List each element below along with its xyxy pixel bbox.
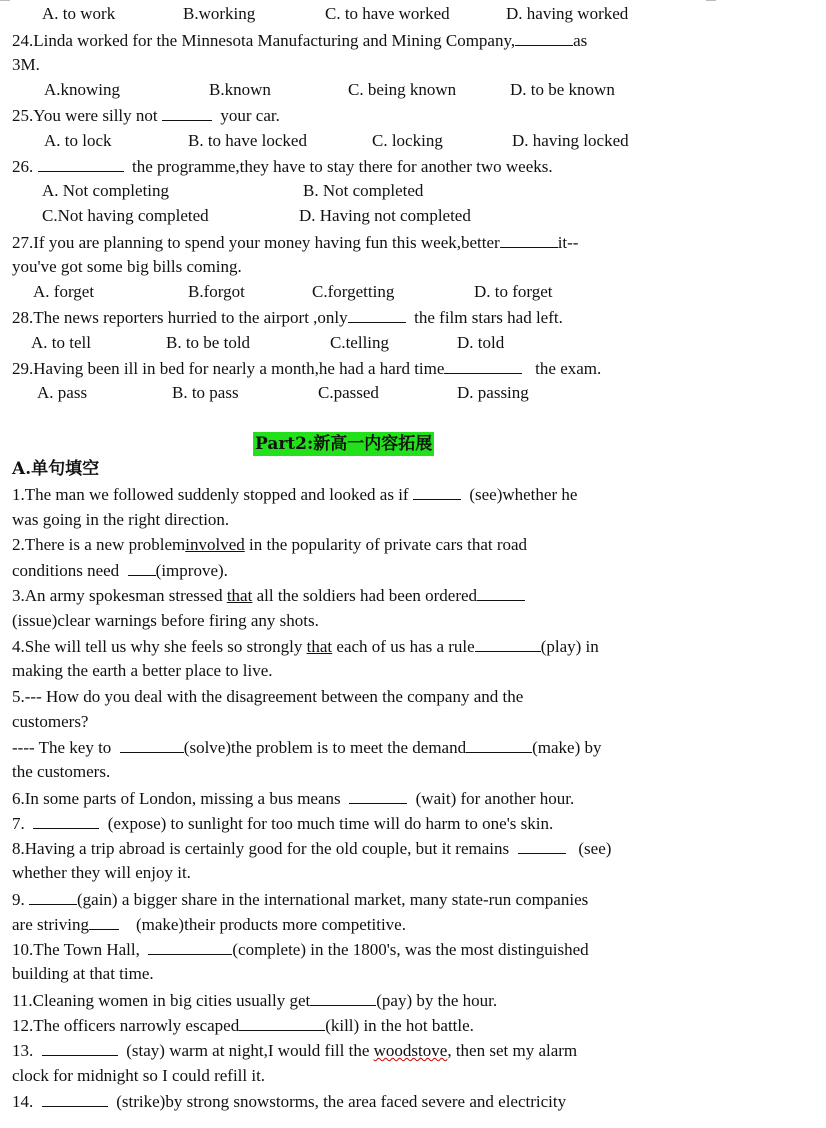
fill-9-blank-1[interactable] xyxy=(29,889,77,905)
fill-3-blank[interactable] xyxy=(477,585,525,601)
fill-10-hint: (complete) in the 1800's, was the most distinguished xyxy=(232,940,589,959)
q27-stem-cont: you've got some big bills coming. xyxy=(12,257,242,276)
fill-12-line1 xyxy=(12,1015,474,1036)
q27-stem xyxy=(12,232,578,253)
fill-1-blank[interactable] xyxy=(413,484,461,500)
fill-2-line1 xyxy=(12,535,527,555)
q28-option-a: A. to tell xyxy=(31,333,91,352)
q28-stem xyxy=(12,307,563,328)
fill-12-text: 12.The officers narrowly escaped xyxy=(12,1016,240,1035)
q23-option-c: C. to have worked xyxy=(325,4,450,23)
q24-stem-cont: 3M. xyxy=(12,55,40,74)
q29-stem xyxy=(12,358,601,379)
fill-4-line2: making the earth a better place to live. xyxy=(12,661,273,680)
fill-9-text: are striving xyxy=(12,915,89,934)
q29-option-a: A. pass xyxy=(37,383,88,402)
fill-13-spellcheck-word: woodstove xyxy=(373,1041,448,1060)
fill-12-blank[interactable] xyxy=(239,1015,325,1031)
fill-3-text: 3.An army spokesman stressed xyxy=(12,586,223,605)
q25-stem xyxy=(12,105,280,126)
q28-option-b: B. to be told xyxy=(166,333,251,352)
fill-4-text: 4.She will tell us why she feels so strongly xyxy=(12,637,303,656)
q28-stem-tail: the film stars had left. xyxy=(414,308,563,327)
fill-6-text: 6.In some parts of London, missing a bus means xyxy=(12,789,341,808)
q26-option-c: C.Not having completed xyxy=(42,206,209,225)
fill-14-line1 xyxy=(12,1091,566,1112)
fill-14-hint: (strike)by strong snowstorms, the area faced severe and electricity xyxy=(116,1092,567,1111)
fill-7-blank[interactable] xyxy=(33,813,99,829)
fill-8-line1 xyxy=(12,838,611,859)
fill-2-blank[interactable] xyxy=(128,560,156,576)
fill-12-hint: (kill) in the hot battle. xyxy=(325,1016,474,1035)
fill-2-underlined: involved xyxy=(185,535,245,554)
top-rule-left xyxy=(0,0,10,1)
q26-stem-num: 26. xyxy=(12,157,34,176)
q25-stem-tail: your car. xyxy=(220,106,280,125)
q29-option-c: C.passed xyxy=(318,383,379,402)
q26-option-d: D. Having not completed xyxy=(299,206,471,225)
q27-option-d: D. to forget xyxy=(474,282,553,301)
q23-option-b: B.working xyxy=(183,4,256,23)
fill-3-underlined: that xyxy=(226,586,253,605)
q27-stem-tail: it-- xyxy=(557,233,579,252)
q28-stem-text: 28.The news reporters hurried to the airport ,only xyxy=(12,308,348,327)
q25-blank[interactable] xyxy=(162,105,212,121)
fill-3-line2: (issue)clear warnings before firing any shots. xyxy=(12,611,319,630)
fill-14-num: 14. xyxy=(12,1092,34,1111)
fill-13-line1 xyxy=(12,1040,577,1061)
q27-blank[interactable] xyxy=(500,232,558,248)
fill-5-blank-2[interactable] xyxy=(466,737,532,753)
q27-option-b: B.forgot xyxy=(188,282,245,301)
fill-13-hint: (stay) warm at night,I would fill the xyxy=(126,1041,370,1060)
fill-10-text: 10.The Town Hall, xyxy=(12,940,140,959)
q25-option-d: D. having locked xyxy=(512,131,629,150)
fill-3-text-b: all the soldiers had been ordered xyxy=(256,586,478,605)
q23-option-d: D. having worked xyxy=(506,4,629,23)
fill-5-line3 xyxy=(12,737,602,758)
fill-8-hint: (see) xyxy=(578,839,612,858)
fill-9-line2 xyxy=(12,914,406,935)
fill-6-hint: (wait) for another hour. xyxy=(415,789,575,808)
fill-5-blank-1[interactable] xyxy=(120,737,184,753)
fill-4-underlined: that xyxy=(306,637,333,656)
fill-11-hint: (pay) by the hour. xyxy=(376,991,498,1010)
fill-11-blank[interactable] xyxy=(310,990,376,1006)
fill-5-line4: the customers. xyxy=(12,762,111,781)
q29-blank[interactable] xyxy=(444,358,522,374)
top-rule-right xyxy=(706,0,716,1)
q27-option-a: A. forget xyxy=(33,282,95,301)
fill-13-num: 13. xyxy=(12,1041,34,1060)
fill-7-num: 7. xyxy=(12,814,25,833)
q24-stem xyxy=(12,30,587,51)
fill-10-line2: building at that time. xyxy=(12,964,154,983)
fill-9-blank-2[interactable] xyxy=(89,914,119,930)
fill-11-line1 xyxy=(12,990,497,1011)
fill-4-hint: (play) in xyxy=(540,637,599,656)
q27-stem-text: 27.If you are planning to spend your money having fun this week,better xyxy=(12,233,500,252)
fill-7-line1 xyxy=(12,813,553,834)
q25-option-c: C. locking xyxy=(372,131,443,150)
q25-stem-text: 25.You were silly not xyxy=(12,106,158,125)
fill-13-line2: clock for midnight so I could refill it. xyxy=(12,1066,266,1085)
part2-heading: Part2:新高一内容拓展 xyxy=(255,434,433,454)
fill-13-text-c: , then set my alarm xyxy=(447,1041,578,1060)
fill-2-line2 xyxy=(12,560,228,581)
fill-5-hint-2: (make) by xyxy=(532,738,602,757)
fill-4-blank[interactable] xyxy=(475,636,541,652)
q29-stem-text: 29.Having been ill in bed for nearly a month,he had a hard time xyxy=(12,359,445,378)
q23-option-a: A. to work xyxy=(42,4,116,23)
fill-1-hint: (see)whether he xyxy=(469,485,578,504)
q28-option-c: C.telling xyxy=(330,333,390,352)
fill-9-num: 9. xyxy=(12,890,25,909)
q28-blank[interactable] xyxy=(348,307,406,323)
fill-10-blank[interactable] xyxy=(148,939,232,955)
fill-7-hint: (expose) to sunlight for too much time will do harm to one's skin. xyxy=(107,814,554,833)
q25-option-a: A. to lock xyxy=(44,131,112,150)
fill-5-line1: 5.--- How do you deal with the disagreement between the company and the xyxy=(12,687,524,706)
fill-5-text: ---- The key to xyxy=(12,738,112,757)
fill-5-hint-1: (solve)the problem is to meet the demand xyxy=(183,738,467,757)
q26-blank[interactable] xyxy=(38,156,124,172)
fill-10-line1 xyxy=(12,939,589,960)
fill-14-blank[interactable] xyxy=(42,1091,108,1107)
q26-stem xyxy=(12,156,553,177)
q24-option-c: C. being known xyxy=(348,80,457,99)
fill-5-line2: customers? xyxy=(12,712,89,731)
q27-option-c: C.forgetting xyxy=(312,282,395,301)
q24-option-b: B.known xyxy=(209,80,271,99)
fill-4-text-b: each of us has a rule xyxy=(336,637,475,656)
q29-stem-tail: the exam. xyxy=(535,359,602,378)
q28-option-d: D. told xyxy=(457,333,505,352)
fill-8-line2: whether they will enjoy it. xyxy=(12,863,191,882)
q29-option-b: B. to pass xyxy=(172,383,239,402)
fill-2-text: 2.There is a new problem xyxy=(12,535,186,554)
q26-option-a: A. Not completing xyxy=(42,181,170,200)
fill-1-line2: was going in the right direction. xyxy=(12,510,230,529)
fill-9-line1 xyxy=(12,889,588,910)
q24-option-d: D. to be known xyxy=(510,80,615,99)
fill-6-blank[interactable] xyxy=(349,788,407,804)
fill-8-blank[interactable] xyxy=(518,838,566,854)
q24-stem-tail: as xyxy=(573,31,588,50)
q24-option-a: A.knowing xyxy=(44,80,121,99)
q26-option-b: B. Not completed xyxy=(303,181,424,200)
q29-option-d: D. passing xyxy=(457,383,529,402)
fill-9-hint-2: (make)their products more competitive. xyxy=(135,915,406,934)
fill-2-text-b: in the popularity of private cars that road xyxy=(249,535,528,554)
fill-1-line1 xyxy=(12,484,577,505)
q26-stem-text: the programme,they have to stay there for another two weeks. xyxy=(132,157,553,176)
fill-11-text: 11.Cleaning women in big cities usually get xyxy=(12,991,311,1010)
fill-3-line1 xyxy=(12,585,525,606)
fill-4-line1 xyxy=(12,636,599,657)
q24-stem-text: 24.Linda worked for the Minnesota Manufacturing and Mining Company, xyxy=(12,31,516,50)
fill-13-blank[interactable] xyxy=(42,1040,118,1056)
fill-2-text-c: conditions need xyxy=(12,561,120,580)
fill-1-text: 1.The man we followed suddenly stopped and looked as if xyxy=(12,485,409,504)
q24-blank[interactable] xyxy=(515,30,573,46)
fill-2-hint: (improve). xyxy=(155,561,228,580)
fill-6-line1 xyxy=(12,788,574,809)
fill-9-hint: (gain) a bigger share in the international market, many state-run companies xyxy=(77,890,589,909)
section-a-heading: A.单句填空 xyxy=(12,459,100,479)
fill-8-text: 8.Having a trip abroad is certainly good for the old couple, but it remains xyxy=(12,839,510,858)
q25-option-b: B. to have locked xyxy=(188,131,307,150)
